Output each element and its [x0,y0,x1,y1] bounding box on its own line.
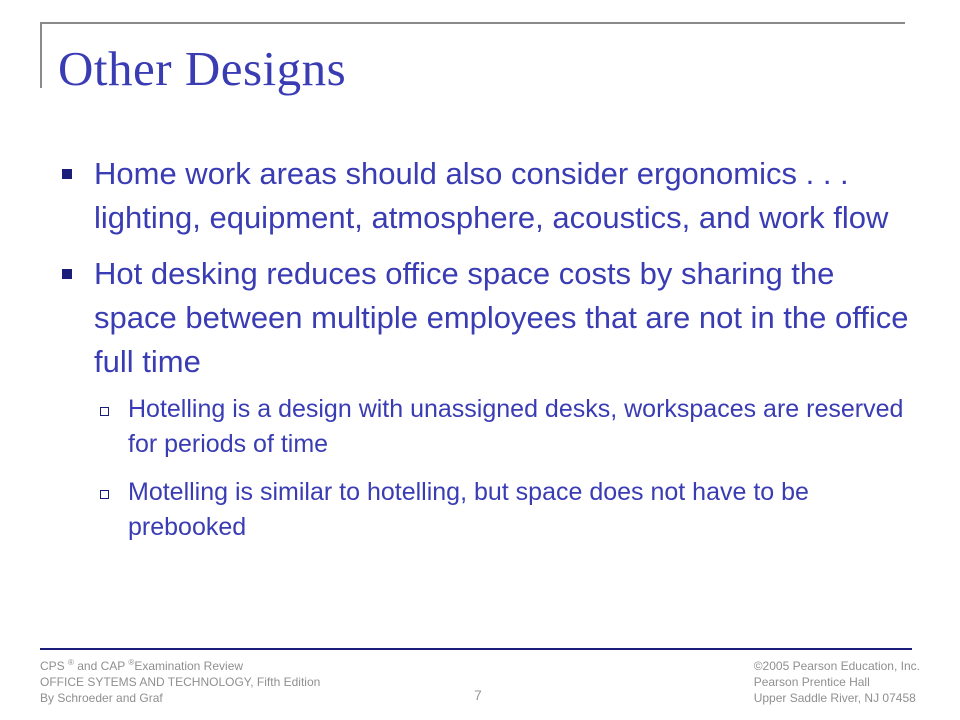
bullet-list [60,152,920,558]
bullet-item [60,152,920,240]
sub-bullet-item [60,475,920,545]
frame-top-line [40,22,905,24]
bullet-text: Hot desking reduces office space costs by sharing the space between multiple employees that are not in the office full time [94,256,909,379]
sub-bullet-text: Motelling is similar to hotelling, but space does not have to be prebooked [128,478,809,541]
square-bullet-icon [62,169,72,179]
footer-left-line3: By Schroeder and Graf [40,691,163,705]
sub-bullet-text: Hotelling is a design with unassigned desks, workspaces are reserved for periods of time [128,395,904,458]
slide-title: Other Designs [58,41,347,96]
footer-right-line3: Upper Saddle River, NJ 07458 [753,691,916,705]
sub-bullet-item [60,392,920,462]
footer-right-line1: ©2005 Pearson Education, Inc. [753,659,920,673]
hollow-square-bullet-icon [100,407,109,416]
footer-left-line1: CPS ® and CAP ®Examination Review [40,658,244,673]
footer-divider [40,648,912,650]
hollow-square-bullet-icon [100,490,109,499]
bullet-text: Home work areas should also consider ergonomics . . . lighting, equipment, atmosphere, acoustics, and work flow [94,156,889,235]
bullet-item [60,252,920,384]
footer-right [754,658,920,706]
footer-left-line2: OFFICE SYTEMS AND TECHNOLOGY, Fifth Edition [40,675,321,689]
footer-right-line2: Pearson Prentice Hall [753,675,870,689]
frame-left-line [40,22,42,88]
page-number: 7 [474,687,482,703]
footer-left [40,658,320,706]
square-bullet-icon [62,269,72,279]
